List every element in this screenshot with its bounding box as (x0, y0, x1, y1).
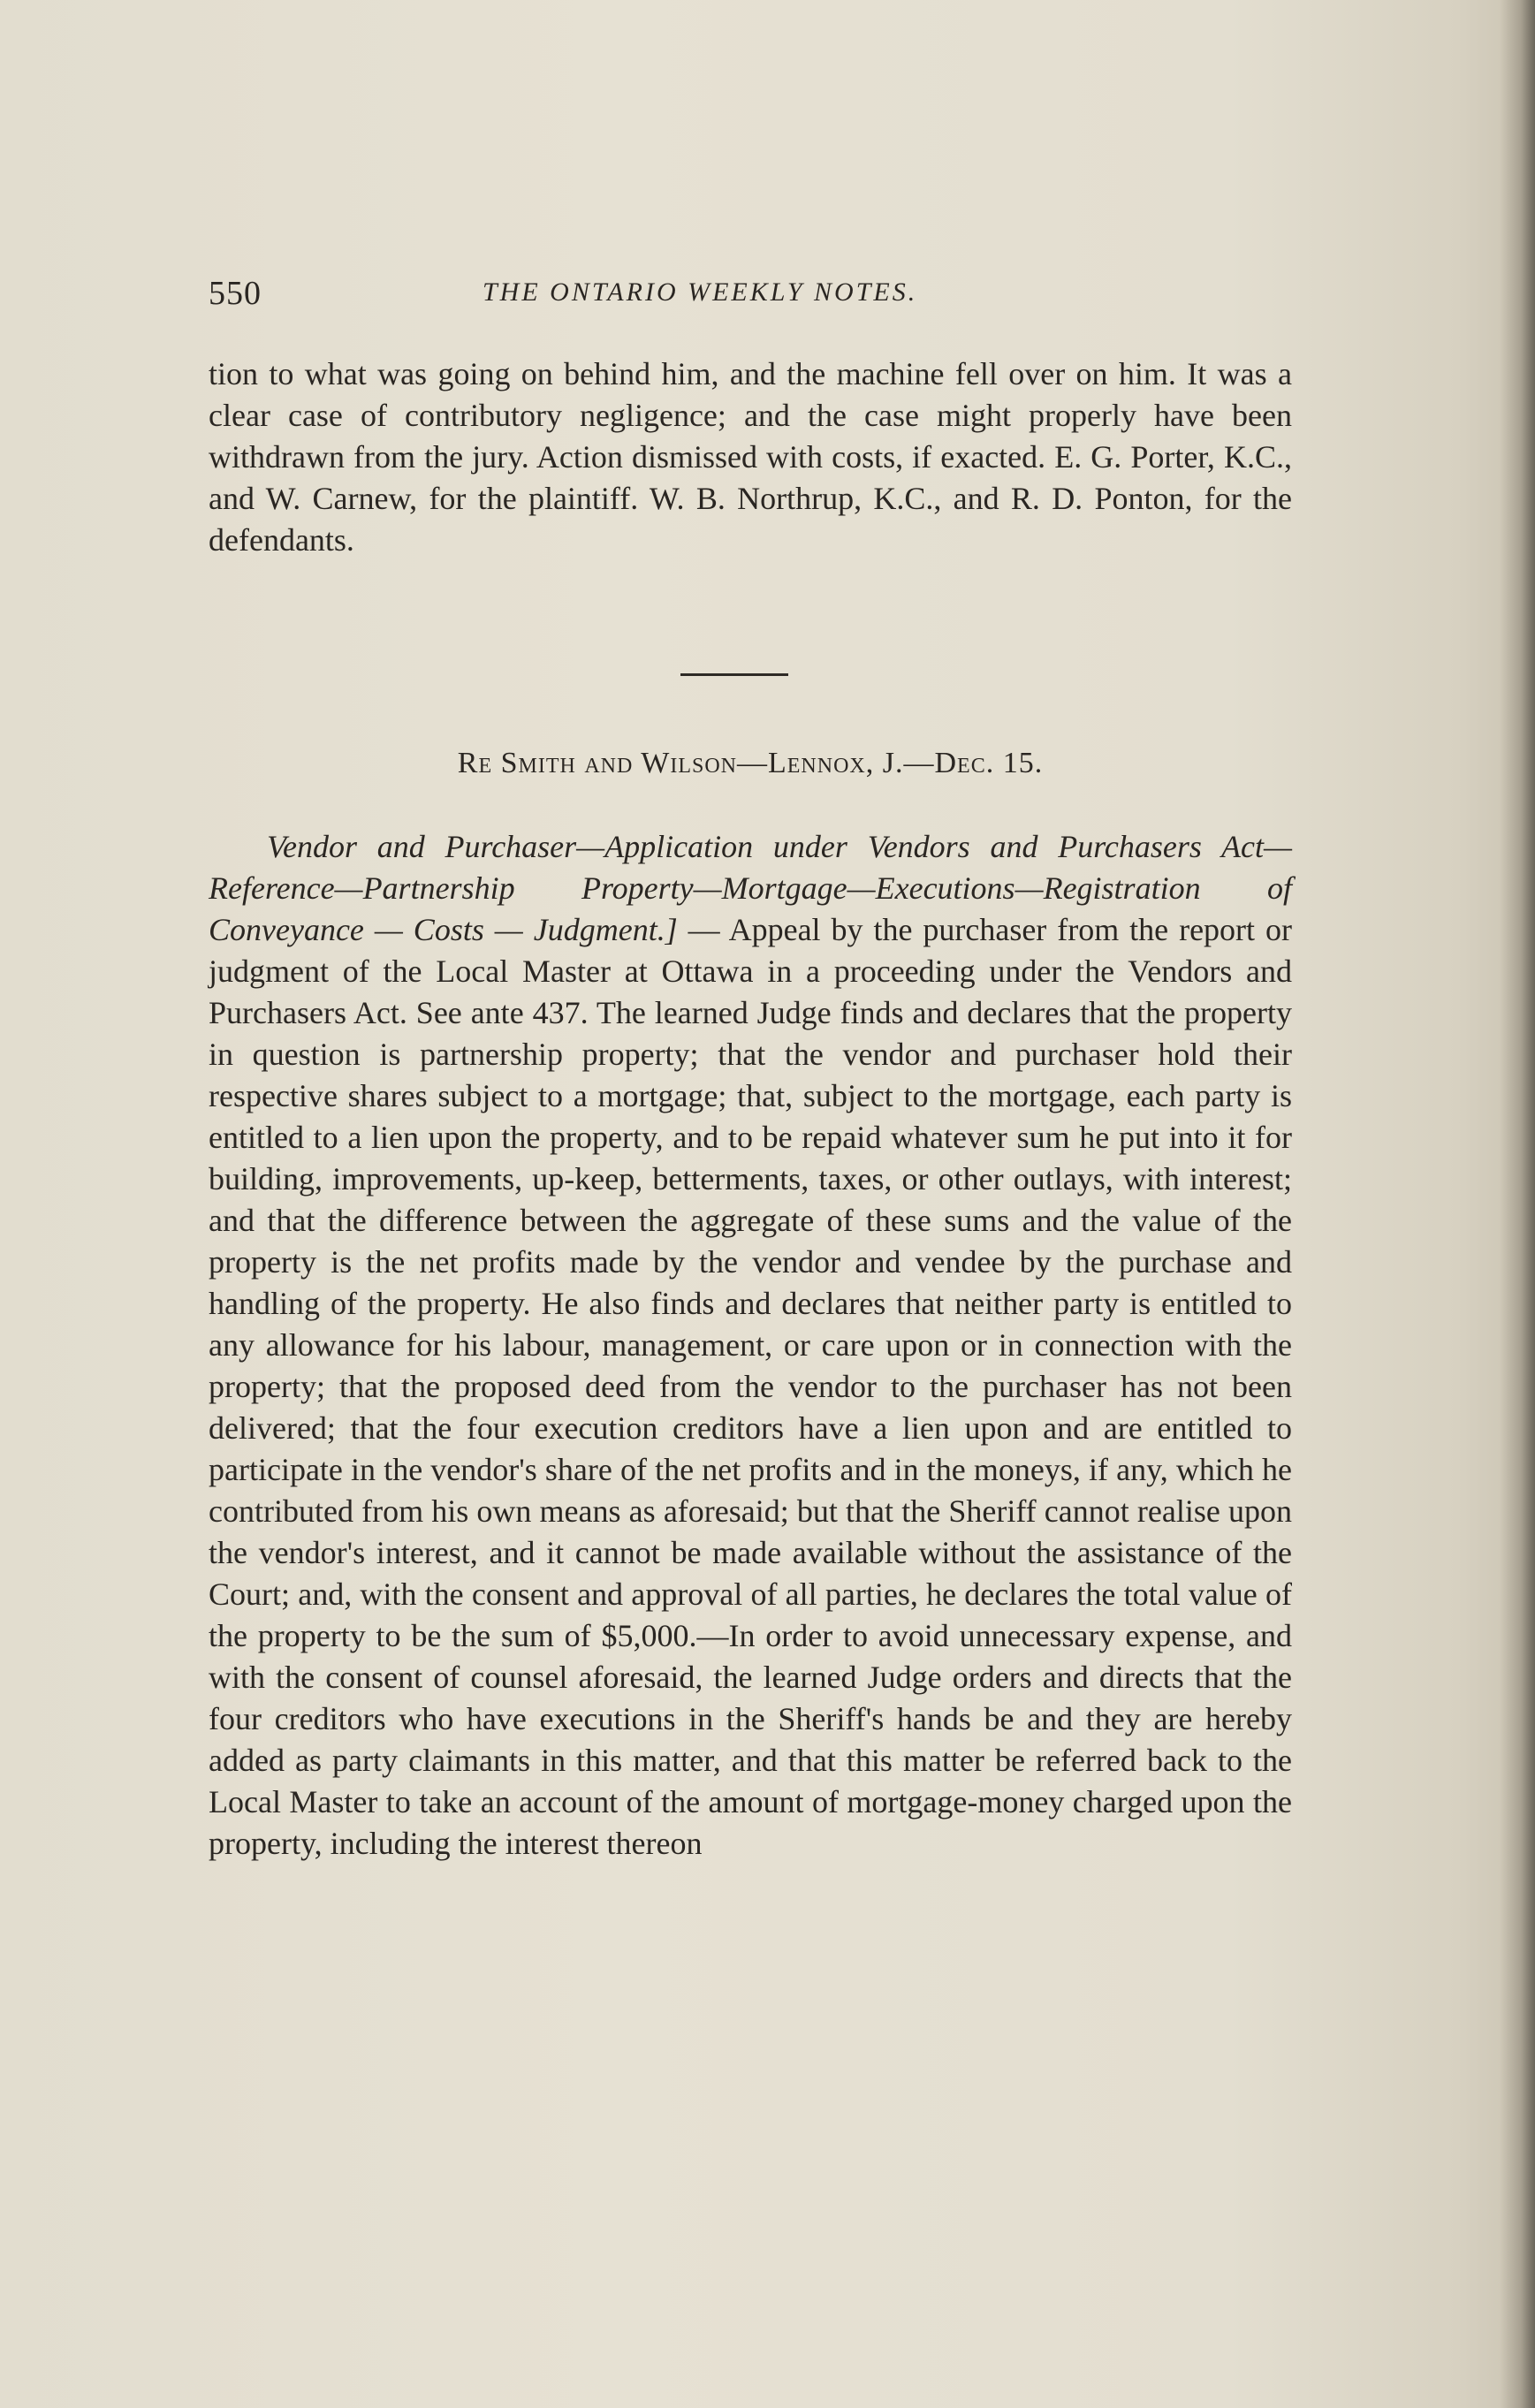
case-body-text: — Appeal by the purchaser from the report or judgment of the Local Master at Ottawa in a proceeding under the Vendors and Purchasers Act. See ante 437. The learned Judge finds and declares that the property in question is partnership property; that the vendor and purchaser hold their respective shares subject to a mortgage; that, subject to the mortgage, each party is entitled to a lien upon the property, and to be repaid whatever sum he put into it for building, improvements, up-keep, betterments, taxes, or other outlays, with interest; and that the difference between the aggregate of these sums and the value of the property is the net profits made by the vendor and vendee by the purchase and handling of the property. He also finds and declares that neither party is entitled to any allowance for his labour, management, or care upon or in connection with the property; that the proposed deed from the vendor to the purchaser has not been delivered; that the four execution creditors have a lien upon and are entitled to participate in the vendor's share of the net profits and in the moneys, if any, which he contributed from his own means as aforesaid; but that the Sheriff cannot realise upon the vendor's interest, and it cannot be made available without the assistance of the Court; and, with the consent and approval of all parties, he declares the total value of the property to be the sum of $5,000.—In order to avoid unnecessary expense, and with the consent of counsel aforesaid, the learned Judge orders and directs that the four creditors who have executions in the Sheriff's hands be and they are hereby added as party claimants in this matter, and that this matter be referred back to the Local Master to take an account of the amount of mortgage-money charged upon the property, including the interest thereon (209, 912, 1292, 1861)
case-heading: Re Smith and Wilson—Lennox, J.—Dec. 15. (457, 747, 1044, 779)
previous-case-text: tion to what was going on behind him, and the machine fell over on him. It was a clear case of contributory negligence; and the case might properly have been withdrawn from the jury. Action dismissed with costs, if exacted. E. G. Porter, K.C., and W. Carnew, for the plaintiff. W. B. Northrup, K.C., and R. D. Ponton, for the defendants. (209, 356, 1292, 558)
page-binding-shadow (1500, 0, 1535, 2408)
case-paragraph (209, 826, 1292, 1865)
journal-title: THE ONTARIO WEEKLY NOTES. (483, 277, 918, 307)
page-number: 550 (209, 275, 262, 312)
case-report (209, 826, 1292, 1865)
section-divider (680, 673, 788, 676)
case-headnote: Vendor and Purchaser—Application under Vendors and Purchasers Act—Reference—Partnership Property—Mortgage—Executions—Registration of Conveyance — Costs — Judgment.] (209, 829, 1292, 947)
previous-case-paragraph (209, 353, 1292, 561)
running-head (209, 274, 1287, 318)
